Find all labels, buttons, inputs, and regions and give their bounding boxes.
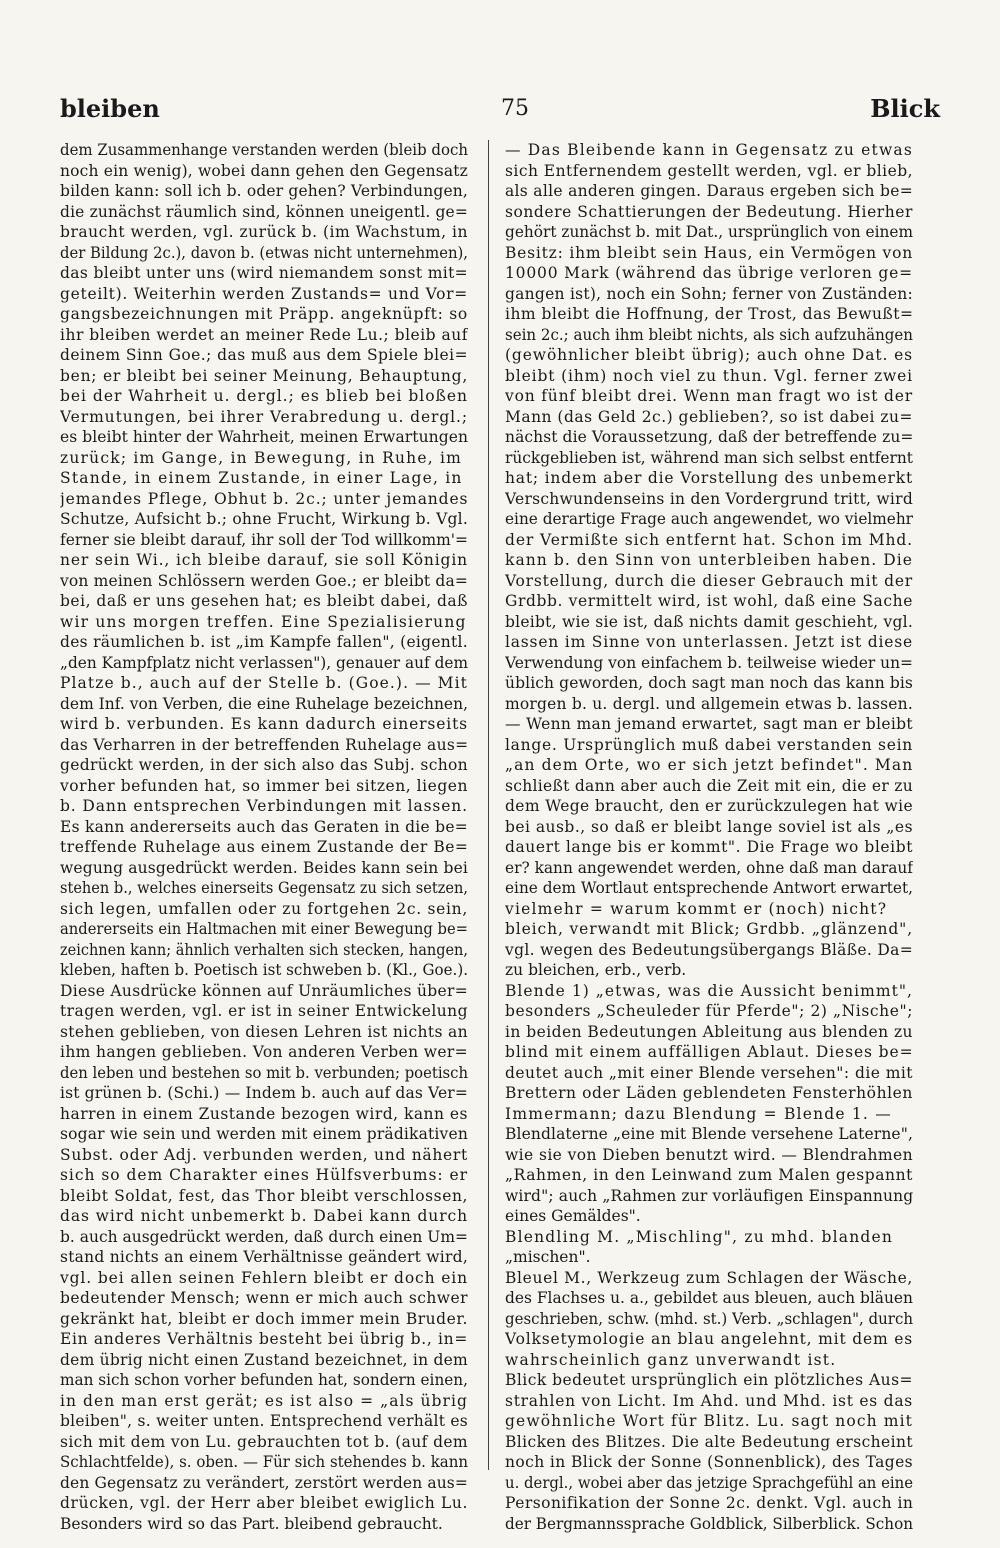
text-line: Stande, in einem Zustande, in einer Lage, in xyxy=(60,469,463,487)
text-line: bedeutender Mensch; wenn er mich auch schwer xyxy=(60,1289,468,1307)
page-number: 75 xyxy=(501,95,530,121)
text-line: Vorstellung, durch die dieser Gebrauch mit der xyxy=(505,571,913,590)
text-line: bilden kann: soll ich b. oder gehen? Verbindungen, xyxy=(60,182,468,200)
text-line: von meinen Schlössern werden Goe.; er bleibt da= xyxy=(60,571,468,590)
text-line: „an dem Orte, wo er sich jetzt befindet". Man xyxy=(505,756,913,774)
text-line: gewöhnliche Wort für Blitz. Lu. sagt noch mit xyxy=(505,1412,913,1430)
text-line: lassen im Sinne von unterlassen. Jetzt ist diese xyxy=(505,633,913,651)
text-line: gangen ist), noch ein Sohn; ferner von Zuständen: xyxy=(505,284,913,303)
text-line: vielmehr = warum kommt er (noch) nicht? xyxy=(505,899,888,918)
text-line: bleich, verwandt mit Blick; Grdbb. „glänzend", xyxy=(505,920,913,938)
page-header xyxy=(60,88,940,128)
text-line: wie sie von Dieben benutzt wird. — Blendrahmen xyxy=(505,1145,913,1164)
text-line: dem Wege braucht, den er zurückzulegen hat wie xyxy=(505,797,913,815)
text-line: u. dergl., wobei aber das jetzige Sprachgefühl an eine xyxy=(505,1473,913,1492)
text-line: dem Zusammenhange verstanden werden (bleib doch xyxy=(60,141,468,159)
running-head-left: bleiben xyxy=(60,93,160,123)
text-line: wegung ausgedrückt werden. Beides kann sein bei xyxy=(60,858,468,877)
text-line: ner sein Wi., ich bleibe darauf, sie soll Königin xyxy=(60,551,468,569)
text-line: „Rahmen, in den Leinwand zum Malen gespannt xyxy=(505,1166,913,1184)
text-line: eine derartige Frage auch angewendet, wo vielmehr xyxy=(505,510,913,528)
text-line: harren in einem Zustande bezogen wird, kann es xyxy=(60,1104,468,1123)
text-line: bleiben", s. weiter unten. Entsprechend verhält es xyxy=(60,1412,468,1430)
text-line: morgen b. u. dergl. und allgemein etwas b. lassen. xyxy=(505,694,913,713)
text-line: Mann (das Geld 2c.) geblieben?, so ist dabei zu= xyxy=(505,407,913,426)
text-line: zu bleichen, erb., verb. xyxy=(505,961,687,979)
text-line: jemandes Pflege, Obhut b. 2c.; unter jemandes xyxy=(60,489,468,508)
text-line: deinem Sinn Goe.; das muß aus dem Spiele blei= xyxy=(60,346,468,364)
text-line: gehört zunächst b. mit Dat., ursprünglich von einem xyxy=(505,223,913,241)
text-line: es bleibt hinter der Wahrheit, meinen Erwartungen xyxy=(60,428,468,446)
text-line: des räumlichen b. ist „im Kampfe fallen", (eigentl. xyxy=(60,633,468,651)
text-line: von fünf bleibt drei. Wenn man fragt wo ist der xyxy=(505,387,913,405)
text-line: er? kann angewendet werden, ohne daß man darauf xyxy=(505,858,913,877)
text-line: stehen geblieben, von diesen Lehren ist nichts an xyxy=(60,1022,468,1041)
text-line: des Flachses u. a., gebildet aus bleuen, auch bläuen xyxy=(505,1289,913,1307)
left-column xyxy=(60,140,468,1534)
text-line: der Bildung 2c.), davon b. (etwas nicht unternehmen), xyxy=(60,243,468,262)
text-line: bleibt Soldat, fest, das Thor bleibt verschlossen, xyxy=(60,1186,468,1205)
text-line: in den man erst gerät; es ist also = „als übrig xyxy=(60,1391,468,1410)
text-line: Blendlaterne „eine mit Blende versehene Laterne", xyxy=(505,1125,913,1143)
text-line: das bleibt unter uns (wird niemandem sonst mit= xyxy=(60,264,468,282)
text-line: wir uns morgen treffen. Eine Spezialisierung xyxy=(60,612,467,631)
text-line: ferner sie bleibt darauf, ihr soll der Tod willkomm'= xyxy=(60,530,468,549)
text-line: (gewöhnlicher bleibt übrig); auch ohne Dat. es xyxy=(505,346,913,364)
text-line: sondere Schattierungen der Bedeutung. Hierher xyxy=(505,202,913,221)
text-line: blind mit einem auffälligen Ablaut. Dieses be= xyxy=(505,1043,913,1061)
text-line: nächst die Voraussetzung, daß der betreffende zu= xyxy=(505,428,913,446)
text-line: sogar wie sein und werden mit einem prädikativen xyxy=(60,1125,468,1143)
text-line: Immermann; dazu Blendung = Blende 1. — xyxy=(505,1104,892,1123)
text-line: bei, daß er uns gesehen hat; es bleibt dabei, daß xyxy=(60,592,468,610)
text-line: schließt dann aber auch die Zeit mit ein, die er zu xyxy=(505,776,913,795)
text-line: den Gegensatz zu verändert, zerstört werden aus= xyxy=(60,1473,468,1492)
text-line: geteilt). Weiterhin werden Zustands= und Vor= xyxy=(60,284,468,303)
text-line: bleibt, wie sie ist, daß nichts damit geschieht, vgl. xyxy=(505,612,913,631)
text-line: hat; indem aber die Vorstellung des unbemerkt xyxy=(505,469,913,487)
text-line: stand nichts an einem Verhältnisse geändert wird, xyxy=(60,1248,468,1266)
text-line: wahrscheinlich ganz unverwandt ist. xyxy=(505,1350,837,1369)
right-column xyxy=(505,140,913,1534)
text-line: ihr bleiben werdet an meiner Rede Lu.; bleib auf xyxy=(60,325,468,344)
text-line: wird"; auch „Rahmen zur vorläufigen Einspannung xyxy=(505,1186,913,1205)
text-line: ist grünen b. (Schi.) — Indem b. auch auf das Ver= xyxy=(60,1084,468,1102)
text-line: zeichnen kann; ähnlich verhalten sich stecken, hangen, xyxy=(60,940,468,959)
text-line: dauert lange bis er kommt". Die Frage wo bleibt xyxy=(505,838,913,856)
text-line: noch in Blick der Sonne (Sonnenblick), des Tages xyxy=(505,1453,913,1471)
text-line: Besitz: ihm bleibt sein Haus, ein Vermögen von xyxy=(505,243,913,262)
text-line: braucht werden, vgl. zurück b. (im Wachstum, in xyxy=(60,223,468,241)
text-line: man sich schon vorher befunden hat, sondern einen, xyxy=(60,1371,468,1389)
text-line: rückgeblieben ist, während man sich selbst entfernt xyxy=(505,448,913,467)
text-line: Platze b., auch auf der Stelle b. (Goe.). — Mit xyxy=(60,674,468,692)
text-line: Verwendung von einfachem b. teilweise wieder un= xyxy=(505,653,913,672)
running-head-right: Blick xyxy=(870,93,940,123)
text-line: Vermutungen, bei ihrer Verabredung u. dergl.; xyxy=(60,407,468,426)
text-line: 10000 Mark (während das übrige verloren ge= xyxy=(505,264,913,282)
text-line: bleibt (ihm) noch viel zu thun. Vgl. ferner zwei xyxy=(505,366,913,385)
text-line: Subst. oder Adj. verbunden werden, und nähert xyxy=(60,1145,468,1164)
text-line: Besonders wird so das Part. bleibend gebraucht. xyxy=(60,1514,443,1533)
text-line: ben; er bleibt bei seiner Meinung, Behauptung, xyxy=(60,366,468,385)
text-line: Blende 1) „etwas, was die Aussicht benimmt", xyxy=(505,981,913,1000)
text-line: treffende Ruhelage aus einem Zustande der Be= xyxy=(60,838,468,856)
text-line: Grdbb. vermittelt wird, ist wohl, daß eine Sache xyxy=(505,592,913,610)
text-line: in beiden Bedeutungen Ableitung aus blenden zu xyxy=(505,1022,913,1041)
text-line: sich legen, umfallen oder zu fortgehen 2c. sein, xyxy=(60,899,468,918)
text-line: Schlachtfelde), s. oben. — Für sich stehendes b. kann xyxy=(60,1453,468,1471)
text-line: tragen werden, vgl. er ist in seiner Entwickelung xyxy=(60,1002,468,1020)
text-line: — Das Bleibende kann in Gegensatz zu etwas xyxy=(505,141,913,159)
text-line: dem Inf. von Verben, die eine Ruhelage bezeichnen, xyxy=(60,694,468,713)
text-line: b. auch ausgedrückt werden, daß durch einen Um= xyxy=(60,1227,468,1246)
text-line: b. Dann entsprechen Verbindungen mit lassen. xyxy=(60,797,468,815)
text-line: Brettern oder Läden geblendeten Fensterhöhlen xyxy=(505,1084,913,1102)
text-line: andererseits ein Haltmachen mit einer Bewegung be= xyxy=(60,920,468,938)
text-line: Blicken des Blitzes. Die alte Bedeutung erscheint xyxy=(505,1432,913,1451)
text-line: üblich geworden, doch sagt man noch das kann bis xyxy=(505,674,913,692)
text-line: sich mit dem von Lu. gebrauchten tot b. (auf dem xyxy=(60,1432,468,1451)
text-line: eine dem Wortlaut entsprechende Antwort erwartet, xyxy=(505,879,913,897)
text-line: strahlen von Licht. Im Ahd. und Mhd. ist es das xyxy=(505,1391,913,1410)
text-line: wird b. verbunden. Es kann dadurch einerseits xyxy=(60,715,468,733)
text-line: die zunächst räumlich sind, können uneigentl. ge= xyxy=(60,202,468,221)
text-line: Volksetymologie an blau angelehnt, mit dem es xyxy=(505,1330,913,1348)
text-line: bei ausb., so daß er bleibt lange soviel ist als „es xyxy=(505,817,913,836)
text-line: Personifikation der Sonne 2c. denkt. Vgl. auch in xyxy=(505,1494,913,1512)
text-line: Blick bedeutet ursprünglich ein plötzliches Aus= xyxy=(505,1371,913,1389)
text-line: der Vermißte sich entfernt hat. Schon im Mhd. xyxy=(505,530,913,549)
text-line: Verschwundenseins in den Vordergrund tritt, wird xyxy=(505,489,913,508)
text-line: ihm hangen geblieben. Von anderen Verben wer= xyxy=(60,1043,468,1061)
text-line: der Bergmannssprache Goldblick, Silberblick. Schon xyxy=(505,1514,913,1533)
text-line: kleben, haften b. Poetisch ist schweben b. (Kl., Goe.). xyxy=(60,961,468,979)
text-line: drücken, vgl. der Herr aber bleibet ewiglich Lu. xyxy=(60,1494,468,1512)
text-line: das Verharren in der betreffenden Ruhelage aus= xyxy=(60,735,468,754)
text-line: Diese Ausdrücke können auf Unräumliches über= xyxy=(60,981,468,1000)
text-line: „mischen". xyxy=(505,1248,591,1266)
text-line: eines Gemäldes". xyxy=(505,1207,641,1225)
text-line: vorher befunden hat, so immer bei sitzen, liegen xyxy=(60,776,468,795)
text-line: zurück; im Gange, in Bewegung, in Ruhe, im xyxy=(60,448,463,467)
text-line: das wird nicht unbemerkt b. Dabei kann durch xyxy=(60,1207,468,1225)
text-line: lange. Ursprünglich muß dabei verstanden sein xyxy=(505,735,913,754)
text-line: deutet auch „mit einer Blende versehen": die mit xyxy=(505,1063,913,1082)
text-line: Bleuel M., Werkzeug zum Schlagen der Wäsche, xyxy=(505,1268,913,1287)
text-line: vgl. bei allen seinen Fehlern bleibt er doch ein xyxy=(60,1268,468,1287)
text-line: stehen b., welches einerseits Gegensatz zu sich setzen, xyxy=(60,879,468,897)
text-line: kann b. den Sinn von unterbleiben haben. Die xyxy=(505,551,913,569)
text-line: sich Entfernendem gestellt werden, vgl. er blieb, xyxy=(505,161,913,180)
text-line: gangsbezeichnungen mit Präpp. angeknüpft: so xyxy=(60,305,468,323)
text-line: — Wenn man jemand erwartet, sagt man er bleibt xyxy=(505,715,913,733)
text-line: ihm bleibt die Hoffnung, der Trost, das Bewußt= xyxy=(505,305,913,323)
text-line: den leben und bestehen so mit b. verbunden; poetisch xyxy=(60,1063,468,1082)
text-line: dem übrig nicht einen Zustand bezeichnet, in dem xyxy=(60,1350,468,1369)
text-line: Es kann andererseits auch das Geraten in die be= xyxy=(60,817,468,836)
text-line: Blendling M. „Mischling", zu mhd. blanden xyxy=(505,1227,894,1246)
text-line: „den Kampfplatz nicht verlassen"), genauer auf dem xyxy=(60,653,468,672)
text-line: bei der Wahrheit u. dergl.; es blieb bei bloßen xyxy=(60,387,468,405)
text-line: besonders „Scheuleder für Pferde"; 2) „Nische"; xyxy=(505,1002,913,1020)
column-divider xyxy=(488,140,489,1470)
text-line: sein 2c.; auch ihm bleibt nichts, als sich aufzuhängen xyxy=(505,325,913,344)
text-line: als alle anderen gingen. Daraus ergeben sich be= xyxy=(505,182,913,200)
text-line: Ein anderes Verhältnis besteht bei übrig b., in= xyxy=(60,1330,468,1348)
text-line: noch ein wenig), wobei dann gehen den Gegensatz xyxy=(60,161,468,180)
text-line: vgl. wegen des Bedeutungsübergangs Bläße. Da= xyxy=(505,940,913,959)
text-line: gedrückt werden, in der sich also das Subj. schon xyxy=(60,756,468,774)
text-line: geschrieben, schw. (mhd. st.) Verb. „schlagen", durch xyxy=(505,1309,913,1328)
text-line: Schutze, Aufsicht b.; ohne Frucht, Wirkung b. Vgl. xyxy=(60,510,468,528)
text-line: sich so dem Charakter eines Hülfsverbums: er xyxy=(60,1166,468,1184)
text-line: gekränkt hat, bleibt er doch immer mein Bruder. xyxy=(60,1309,468,1328)
